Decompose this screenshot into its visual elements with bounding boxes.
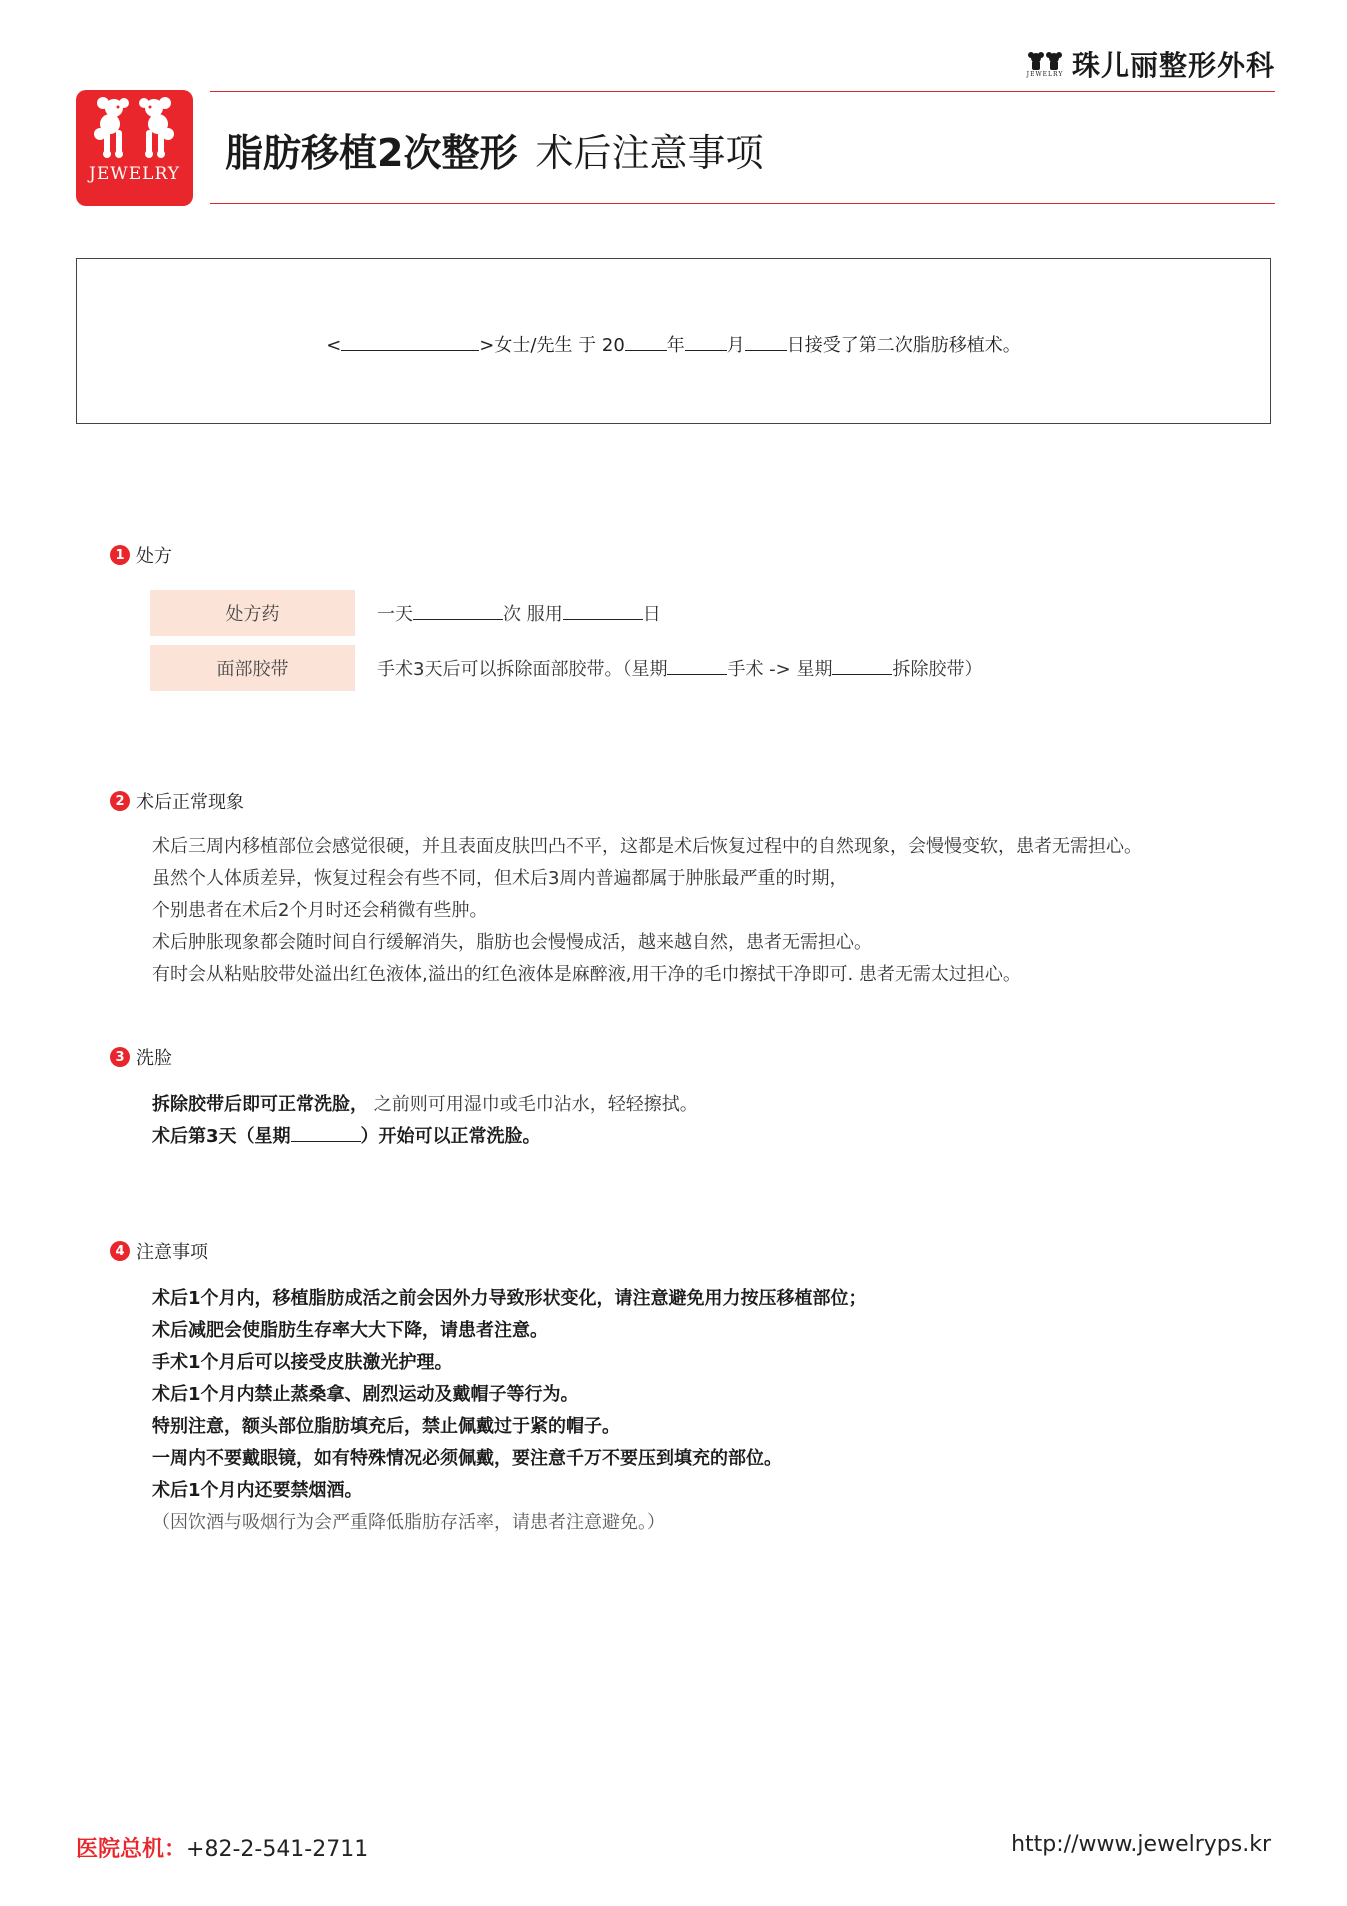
section-title: 处方 xyxy=(136,546,172,567)
section-title: 术后正常现象 xyxy=(136,792,244,813)
rx-tape-text-3: 拆除胶带） xyxy=(892,659,983,680)
page-title-main: 脂肪移植2次整形 xyxy=(225,131,518,175)
rx-value-medicine xyxy=(377,600,661,626)
days-blank[interactable] xyxy=(563,601,643,620)
patient-info-box xyxy=(76,258,1271,424)
times-per-day-blank[interactable] xyxy=(413,601,503,620)
section-number-badge: 4 xyxy=(110,1241,130,1261)
section-wash-heading xyxy=(110,1044,172,1070)
logo-wordmark: JEWELRY xyxy=(89,164,180,184)
notes-line: 特别注意，额头部位脂肪填充后，禁止佩戴过于紧的帽子。 xyxy=(152,1416,620,1437)
section-normal-heading xyxy=(110,788,244,814)
normal-line: 个别患者在术后2个月时还会稍微有些肿。 xyxy=(152,900,488,921)
notes-line: 手术1个月后可以接受皮肤激光护理。 xyxy=(152,1352,453,1373)
rx-tape-text-2: 手术 -> 星期 xyxy=(727,659,833,680)
brand-name: 珠儿丽整形外科 xyxy=(1071,49,1275,82)
notes-line: 术后1个月内禁止蒸桑拿、剧烈运动及戴帽子等行为。 xyxy=(152,1384,579,1405)
header-rule-top xyxy=(210,91,1275,92)
section-notes-heading xyxy=(110,1238,208,1264)
section-title: 注意事项 xyxy=(136,1242,208,1263)
notes-footnote: （因饮酒与吸烟行为会严重降低脂肪存活率，请患者注意避免。） xyxy=(152,1512,665,1533)
page-title-sub: 术后注意事项 xyxy=(535,131,764,175)
footer-phone-number[interactable]: +82-2-541-2711 xyxy=(186,1837,369,1862)
rx-label-tape: 面部胶带 xyxy=(150,645,355,691)
rx-medicine-text-1: 一天 xyxy=(377,604,413,625)
normal-line: 虽然个人体质差异，恢复过程会有些不同，但术后3周内普遍都属于肿胀最严重的时期， xyxy=(152,868,848,889)
year-blank[interactable] xyxy=(625,332,667,351)
surgery-weekday-blank[interactable] xyxy=(667,656,727,675)
wash-weekday-blank[interactable] xyxy=(291,1123,361,1142)
patient-day-text: 日接受了第二次脂肪移植术。 xyxy=(786,335,1021,356)
brand-mini-icon xyxy=(1026,50,1064,72)
section-prescription-heading xyxy=(110,542,172,568)
section-number-badge: 2 xyxy=(110,791,130,811)
wash-line-2-b: ）开始可以正常洗脸。 xyxy=(360,1126,541,1147)
rx-tape-text-1: 手术3天后可以拆除面部胶带。（星期 xyxy=(377,659,668,680)
rx-medicine-text-3: 日 xyxy=(642,604,661,625)
footer-phone-block xyxy=(76,1832,368,1863)
section-number-badge: 1 xyxy=(110,545,130,565)
notes-line: 术后1个月内还要禁烟酒。 xyxy=(152,1480,363,1501)
normal-line: 有时会从粘贴胶带处溢出红色液体,溢出的红色液体是麻醉液,用干净的毛巾擦拭干净即可. 患者无需太过担心。 xyxy=(152,964,1021,985)
brand-mini-logo xyxy=(1026,50,1064,78)
poodle-logo-icon xyxy=(90,90,180,162)
normal-line: 术后三周内移植部位会感觉很硬，并且表面皮肤凹凸不平，这都是术后恢复过程中的自然现象，会慢慢变软，患者无需担心。 xyxy=(152,836,1142,857)
patient-open-bracket: < xyxy=(326,335,342,356)
notes-line: 术后1个月内，移植脂肪成活之前会因外力导致形状变化，请注意避免用力按压移植部位； xyxy=(152,1288,867,1309)
rx-row-medicine xyxy=(150,590,661,636)
footer-website-link[interactable]: http://www.jewelryps.kr xyxy=(1011,1832,1271,1857)
patient-month-label: 月 xyxy=(726,335,745,356)
month-blank[interactable] xyxy=(685,332,727,351)
wash-line-1-bold: 拆除胶带后即可正常洗脸， xyxy=(152,1094,368,1115)
section-number-badge: 3 xyxy=(110,1047,130,1067)
header-rule-bottom xyxy=(210,203,1275,204)
footer-phone-label: 医院总机： xyxy=(76,1837,187,1862)
normal-line: 术后肿胀现象都会随时间自行缓解消失，脂肪也会慢慢成活，越来越自然，患者无需担心。 xyxy=(152,932,872,953)
page-title xyxy=(225,122,763,177)
wash-line-2-a: 术后第3天（星期 xyxy=(152,1126,291,1147)
rx-row-tape xyxy=(150,645,982,691)
brand-header xyxy=(1026,44,1275,84)
rx-value-tape xyxy=(377,655,982,681)
notes-line: 一周内不要戴眼镜，如有特殊情况必须佩戴，要注意千万不要压到填充的部位。 xyxy=(152,1448,782,1469)
wash-line-1-rest: 之前则可用湿巾或毛巾沾水，轻轻擦拭。 xyxy=(368,1094,698,1115)
notes-line: 术后减肥会使脂肪生存率大大下降，请患者注意。 xyxy=(152,1320,548,1341)
wash-line-2 xyxy=(152,1122,541,1148)
section-title: 洗脸 xyxy=(136,1048,172,1069)
rx-label-medicine: 处方药 xyxy=(150,590,355,636)
patient-year-label: 年 xyxy=(666,335,685,356)
rx-medicine-text-2: 次 服用 xyxy=(503,604,563,625)
day-blank[interactable] xyxy=(745,332,787,351)
brand-logo xyxy=(76,90,193,206)
patient-after-name: >女士/先生 于 20 xyxy=(479,335,625,356)
name-blank[interactable] xyxy=(341,332,479,351)
patient-info-line xyxy=(77,331,1270,357)
brand-mini-wordmark: JEWELRY xyxy=(1026,71,1064,78)
wash-line-1 xyxy=(152,1090,698,1116)
tape-removal-weekday-blank[interactable] xyxy=(832,656,892,675)
